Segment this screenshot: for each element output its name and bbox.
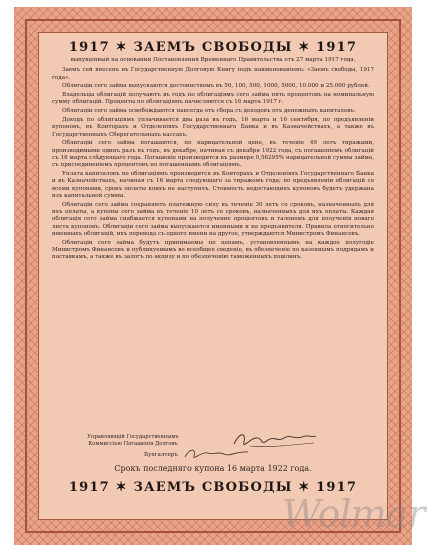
- paragraph: Облигаціи сего займа освобождаются навсегда отъ сбора съ доходовъ отъ денежныхъ капиталовъ.: [62, 108, 356, 115]
- bond-content: [52, 40, 374, 520]
- bond-subtitle: выпущенный на основании Постановления Временнаго Правительства отъ 27 марта 1917 года.: [70, 57, 356, 63]
- manager-title: Управляющій Государственнымъ Коммиссіею Погашенія Долговъ: [87, 434, 179, 447]
- paragraph: Уплата капиталовъ по облигаціямъ производится въ Конторахъ и Отделеніяхъ Государственнаго Банка и въ Казначействахъ, начиная съ 16 марта следующаго за тиражомъ года; по предъявленіи облигацій со всеми купонами, срокъ оплаты коихъ не наступилъ. Стоимость недостающихъ купоновъ будетъ удержана изъ капитальной суммы.: [52, 171, 374, 200]
- bookkeeper-signature: [182, 445, 252, 463]
- bond-title: 1917 ✶ ЗАЕМЪ СВОБОДЫ ✶ 1917: [68, 40, 358, 55]
- wolmar-watermark: Wolmar: [282, 492, 425, 536]
- bond-footer-title: 1917 ✶ ЗАЕМЪ СВОБОДЫ ✶ 1917: [68, 480, 358, 495]
- bookkeeper-label: Бухгалтеръ: [144, 452, 178, 458]
- bond-terms: [52, 67, 374, 261]
- paragraph: Заемъ сей внесенъ въ Государственную Долговую Книгу подъ наименованіемъ: «Заемъ свободы, 1917 года».: [52, 67, 374, 81]
- paragraph: Облигаціи сего займа будутъ принимаемы по ценамъ, установленнымъ на каждое полугодіе Министромъ Финансовъ и публикуемымъ во всеобщее сведеніе, въ обезпеченіе по казеннымъ подрядамъ и поставкамъ, а также въ залогъ по акцизу и по обезпеченію таможенныхъ пошлинъ.: [52, 239, 374, 261]
- paragraph: Облигаціи сего займа сохраняютъ платежную силу въ теченіе 30 летъ со сроковъ, назначенныхъ для ихъ оплаты, а купоны сего займа въ теченіе 10 летъ со сроковъ, назначенныхъ для ихъ оплаты. Каждая облигація сего займа снабжается купонами на получение процентовъ и талономъ для полученія новаго листа купоновъ. Облигаціи сего займа выпускаются именными и на предъявителя. Правила относительно именныхъ облигацій, ихъ перевода съ одного имени на другое, утверждаются Министромъ Финансовъ.: [52, 201, 374, 238]
- paragraph: Доходъ по облигаціямъ уплачивается два раза въ годъ, 16 марта и 16 сентября, по предъявленіи купоновъ, въ Конторахъ и Отделеніяхъ Государственнаго Банка и въ Казначействахъ, а также въ Государственныхъ Сберегательныхъ кассахъ.: [52, 117, 374, 138]
- last-coupon-term: Срокъ последняго купона 16 марта 1922 года.: [114, 464, 312, 473]
- bond-sheet: [14, 7, 412, 545]
- paragraph: Облигаціи сего займа выпускаются достоинствомъ въ 50, 100, 500, 1000, 5000, 10.000 и 25.000 рублей.: [62, 83, 370, 90]
- paragraph: Владельцы облигацій получаютъ въ годъ по облигаціямъ сего займа пять процентовъ на номинальную сумму облигацій. Проценты по облигаціямъ начисляются съ 16 марта 1917 г.: [52, 92, 374, 106]
- paragraph: Облигаціи сего займа погашаются, по нарицательной цене, въ теченіе 49 летъ тиражами, производимыми одинъ разъ въ годъ, въ декабре, начиная съ декабря 1922 года, съ погашеніемъ облигацій съ 16 марта слѣдующаго года. Погашеніе производится въ размере 0,56295% нарицательной суммы займа, съ присоединеніемъ процентовъ по погашеннымъ облигаціямъ.: [52, 140, 374, 169]
